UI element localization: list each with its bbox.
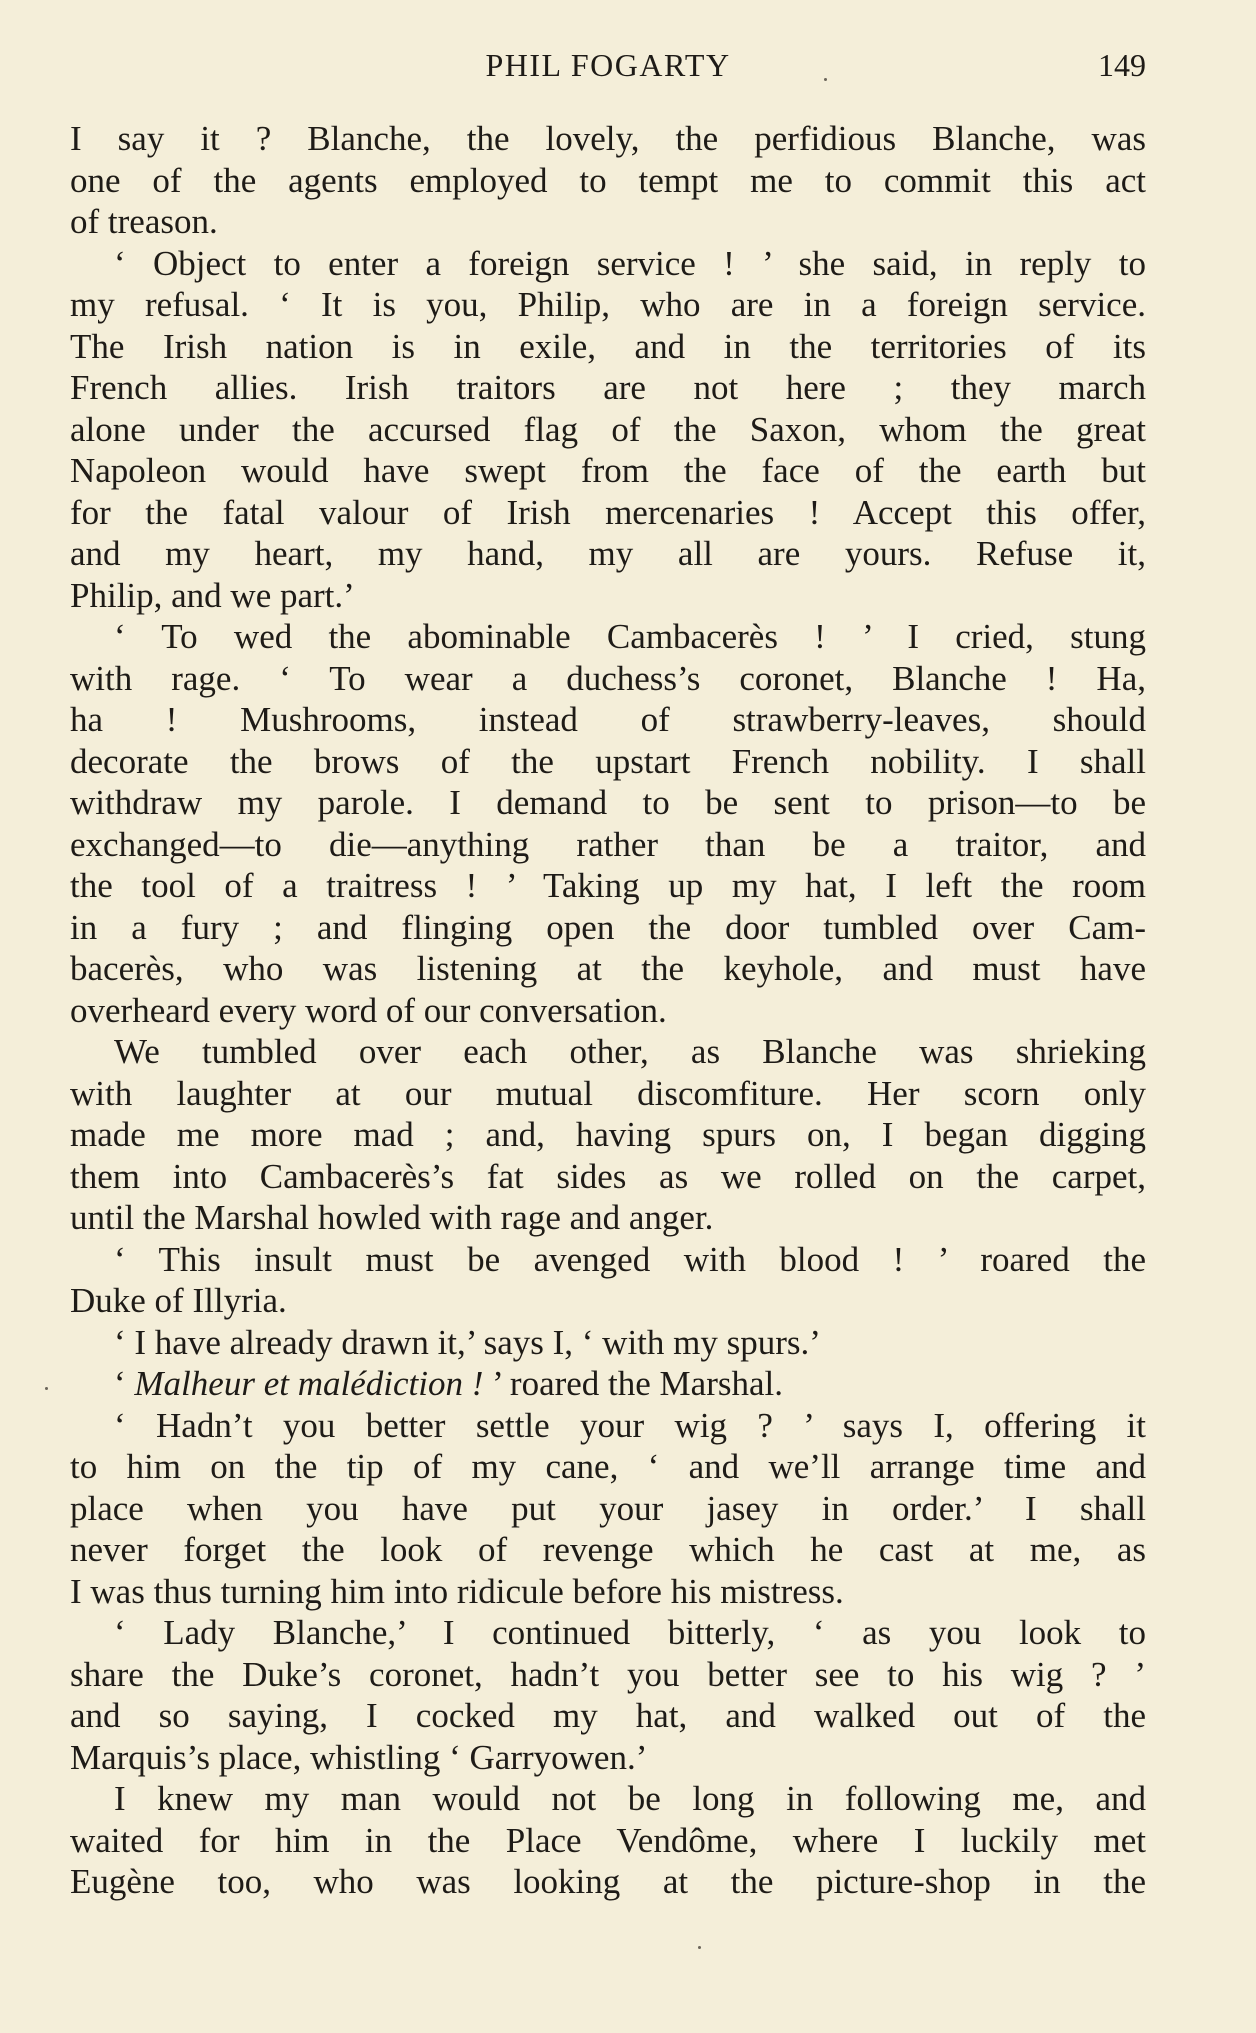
text-line: place when you have put your jasey in order.’ I shall xyxy=(70,1488,1146,1528)
italic-phrase: Malheur et malédiction ! xyxy=(134,1364,484,1403)
text-line: until the Marshal howled with rage and anger. xyxy=(70,1198,714,1237)
text-line: never forget the look of revenge which he cast at me, as xyxy=(70,1530,1146,1569)
text-line: in a fury ; and flinging open the door tumbled over Cam- xyxy=(70,907,1146,947)
paper-speck xyxy=(824,78,827,81)
text-line: French allies. Irish traitors are not here ; they march xyxy=(70,368,1146,407)
text-line: ‘ To wed the abominable Cambacerès ! ’ I cried, stung xyxy=(114,617,1146,656)
text-line: of treason. xyxy=(70,202,218,241)
text-line: bacerès, who was listening at the keyhole, and must have xyxy=(70,949,1146,988)
text-line: share the Duke’s coronet, hadn’t you better see to his wig ? ’ xyxy=(70,1654,1146,1694)
text-line: We tumbled over each other, as Blanche was shrieking xyxy=(114,1032,1146,1071)
text-line: I say it ? Blanche, the lovely, the perfidious Blanche, was xyxy=(70,119,1146,158)
text-line: overheard every word of our conversation. xyxy=(70,990,667,1030)
page-number: 149 xyxy=(1098,47,1146,83)
text-line: I knew my man would not be long in following me, and xyxy=(114,1779,1146,1818)
text-line: the tool of a traitress ! ’ Taking up my hat, I left the room xyxy=(70,866,1146,905)
text-line: ‘ This insult must be avenged with blood ! ’ roared the xyxy=(114,1239,1146,1279)
text-line: Philip, and we part.’ xyxy=(70,575,355,615)
text-line: ha ! Mushrooms, instead of strawberry-leaves, should xyxy=(70,700,1146,739)
text-line: The Irish nation is in exile, and in the territories of its xyxy=(70,326,1146,366)
text-line: ‘ I have already drawn it,’ says I, ‘ with my spurs.’ xyxy=(114,1322,821,1362)
text-line: and so saying, I cocked my hat, and walked out of the xyxy=(70,1696,1146,1735)
text-line: withdraw my parole. I demand to be sent to prison—to be xyxy=(70,783,1146,822)
running-title: PHIL FOGARTY xyxy=(485,47,731,83)
body-text xyxy=(70,118,1146,1903)
text-line: Duke of Illyria. xyxy=(70,1281,287,1320)
text-line: for the fatal valour of Irish mercenaries ! Accept this offer, xyxy=(70,492,1146,532)
text-line: them into Cambacerès’s fat sides as we rolled on the carpet, xyxy=(70,1156,1146,1196)
text-line: exchanged—to die—anything rather than be a traitor, and xyxy=(70,824,1146,864)
text-line: decorate the brows of the upstart French nobility. I shall xyxy=(70,741,1146,781)
text-line: waited for him in the Place Vendôme, where I luckily met xyxy=(70,1820,1146,1860)
text-line: made me more mad ; and, having spurs on, I began digging xyxy=(70,1115,1146,1154)
text-line: Eugène too, who was looking at the picture-shop in the xyxy=(70,1862,1146,1901)
line-prefix: ‘ xyxy=(114,1364,135,1403)
text-line: ‘ Lady Blanche,’ I continued bitterly, ‘ as you look to xyxy=(114,1613,1146,1652)
text-line: with laughter at our mutual discomfiture. Her scorn only xyxy=(70,1073,1146,1113)
text-line: Marquis’s place, whistling ‘ Garryowen.’ xyxy=(70,1737,648,1777)
text-line: with rage. ‘ To wear a duchess’s coronet, Blanche ! Ha, xyxy=(70,658,1146,698)
text-line-italic xyxy=(70,1363,1146,1405)
text-line: I was thus turning him into ridicule before his mistress. xyxy=(70,1571,844,1611)
text-line: ‘ Object to enter a foreign service ! ’ she said, in reply to xyxy=(114,243,1146,283)
text-line: ‘ Hadn’t you better settle your wig ? ’ says I, offering it xyxy=(114,1405,1146,1445)
text-line: one of the agents employed to tempt me to commit this act xyxy=(70,160,1146,200)
text-line: my refusal. ‘ It is you, Philip, who are in a foreign service. xyxy=(70,285,1146,324)
text-line: Napoleon would have swept from the face of the earth but xyxy=(70,451,1146,490)
paper-speck xyxy=(698,1946,701,1949)
text-line: alone under the accursed flag of the Saxon, whom the great xyxy=(70,409,1146,449)
line-suffix: ’ roared the Marshal. xyxy=(483,1364,783,1403)
paper-speck xyxy=(45,1387,48,1390)
text-line: and my heart, my hand, my all are yours. Refuse it, xyxy=(70,534,1146,573)
running-head xyxy=(70,40,1146,90)
text-line: to him on the tip of my cane, ‘ and we’ll arrange time and xyxy=(70,1447,1146,1486)
